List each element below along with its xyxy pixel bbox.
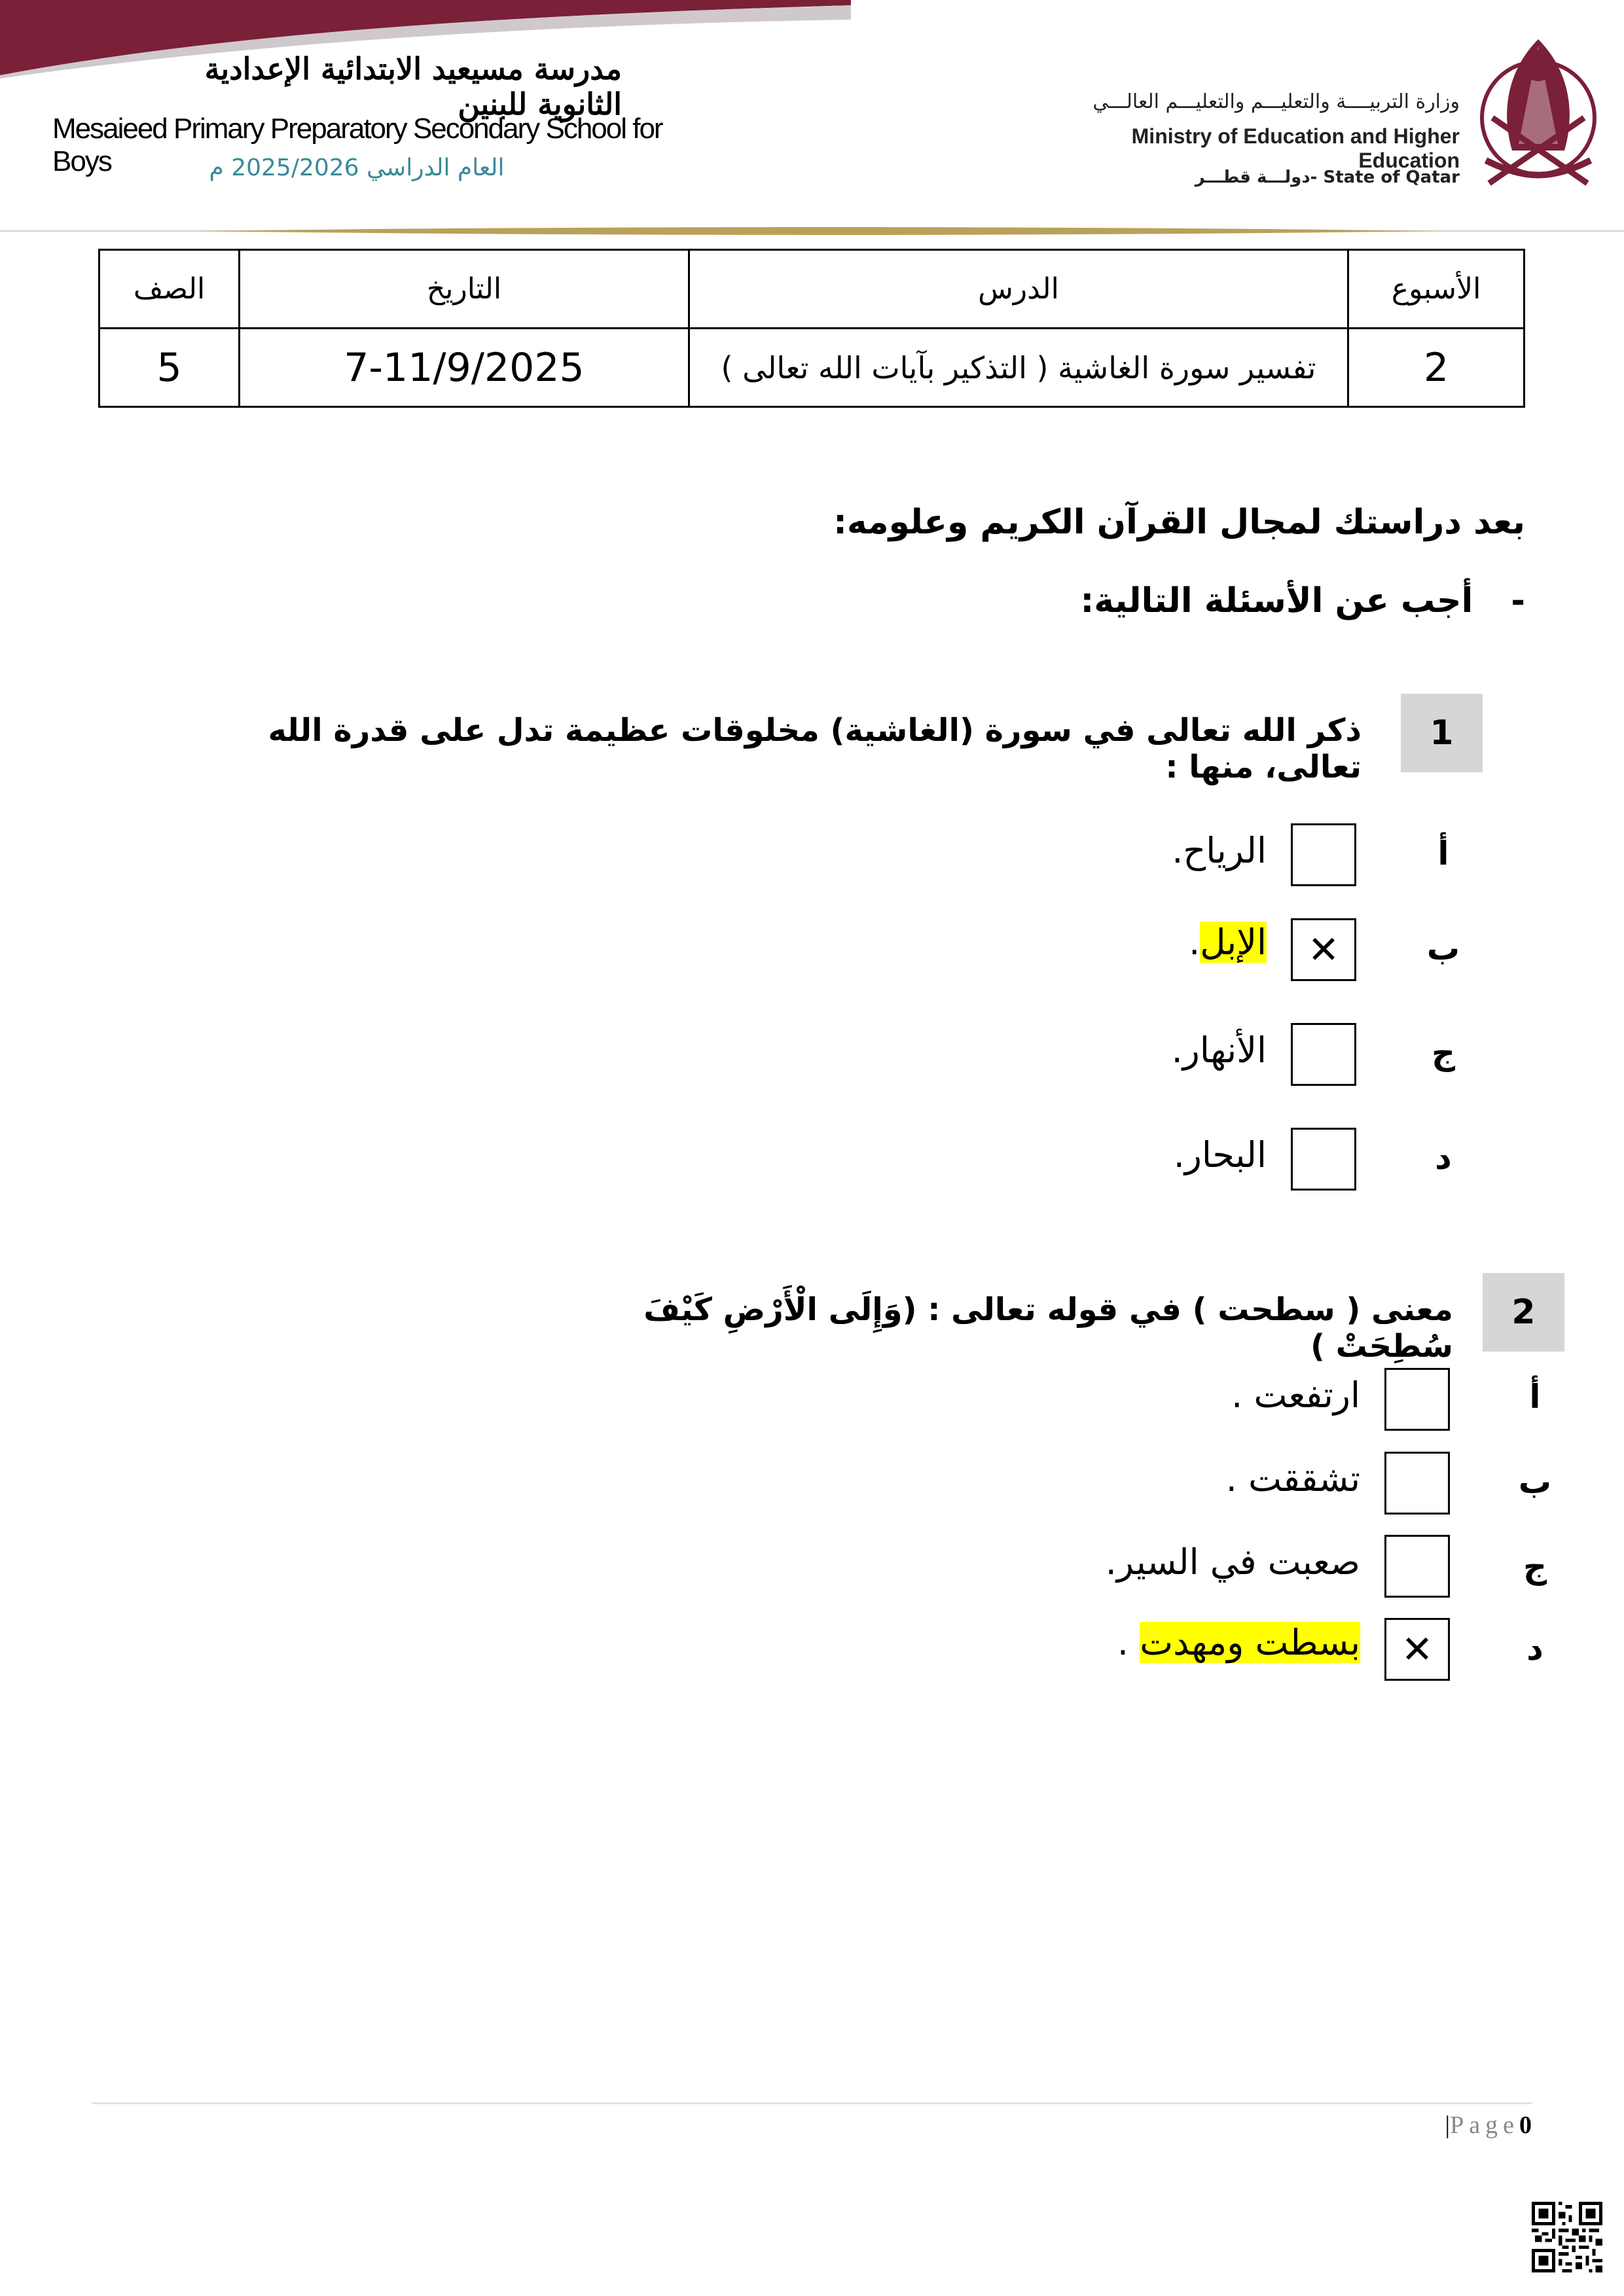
page-number-value: 0 bbox=[1519, 2111, 1532, 2139]
page-separator: | bbox=[1445, 2111, 1451, 2139]
question-1-option-letter: أ bbox=[1437, 834, 1449, 872]
qr-code-icon bbox=[1532, 2202, 1602, 2272]
question-1-option-c-text: الأنهار. bbox=[1171, 1030, 1267, 1071]
lesson-info-table bbox=[98, 249, 1525, 408]
qatar-emblem-icon bbox=[1473, 20, 1604, 196]
grade-header: الصف bbox=[99, 250, 240, 329]
lesson-value: تفسير سورة الغاشية ( التذكير بآيات الله تعالى ) bbox=[689, 329, 1348, 407]
ministry-name-arabic: وزارة التربيــــة والتعليـــم والتعليـــم العالـــي bbox=[1092, 90, 1460, 113]
question-1-option-d-checkbox[interactable] bbox=[1291, 1128, 1356, 1191]
question-2-option-c-text: صعبت في السير. bbox=[1105, 1541, 1360, 1583]
week-header: الأسبوع bbox=[1348, 250, 1525, 329]
question-2-option-d-checkbox[interactable]: ✕ bbox=[1384, 1618, 1450, 1681]
question-1-option-letter: ب bbox=[1426, 929, 1460, 967]
question-1-text: ذكر الله تعالى في سورة (الغاشية) مخلوقات عظيمة تدل على قدرة الله تعالى، منها : bbox=[268, 712, 1362, 785]
question-1-option-b-text: الإبل. bbox=[1189, 922, 1267, 963]
question-1-option-d-text: البحار. bbox=[1173, 1134, 1267, 1175]
school-name-arabic: مدرسة مسيعيد الابتدائية الإعدادية الثانوية للبنين bbox=[204, 51, 622, 122]
question-2-option-d-text: بسطت ومهدت . bbox=[1117, 1622, 1360, 1663]
highlighted-answer: بسطت ومهدت bbox=[1140, 1622, 1360, 1663]
instruction-line bbox=[655, 581, 1525, 620]
intro-line: بعد دراستك لمجال القرآن الكريم وعلومه: bbox=[833, 503, 1525, 542]
question-2-option-letter: د bbox=[1526, 1630, 1543, 1668]
question-2-option-letter: أ bbox=[1529, 1378, 1541, 1416]
question-1-option-letter: ج bbox=[1431, 1034, 1456, 1072]
state-name: دولـــة قطـــر- State of Qatar bbox=[1195, 168, 1460, 187]
question-2-text: معنى ( سطحت ) في قوله تعالى : (وَإِلَى الْأَرْضِ كَيْفَ سُطِحَتْ ) bbox=[643, 1291, 1453, 1365]
academic-year: العام الدراسي 2025/2026 م bbox=[209, 154, 505, 181]
date-header: التاريخ bbox=[240, 250, 689, 329]
question-2-option-b-text: تشققت . bbox=[1225, 1458, 1360, 1499]
grade-value: 5 bbox=[99, 329, 240, 407]
lesson-header: الدرس bbox=[689, 250, 1348, 329]
ministry-name-english: Ministry of Education and Higher Education bbox=[1131, 124, 1460, 172]
question-2-number: 2 bbox=[1483, 1273, 1564, 1352]
question-1-option-a-text: الرياح. bbox=[1172, 830, 1267, 871]
question-1-option-b-checkbox[interactable]: ✕ bbox=[1291, 918, 1356, 981]
header-gold-divider bbox=[0, 226, 1624, 236]
date-value: 7-11/9/2025 bbox=[240, 329, 689, 407]
highlighted-answer: الإبل bbox=[1200, 922, 1267, 963]
question-1-option-a-checkbox[interactable] bbox=[1291, 823, 1356, 886]
footer-divider bbox=[92, 2102, 1532, 2104]
page-word: Page bbox=[1450, 2111, 1519, 2139]
question-2-option-a-text: ارتفعت . bbox=[1231, 1374, 1360, 1416]
instruction-bullet: - bbox=[1511, 581, 1525, 620]
question-1-option-letter: د bbox=[1435, 1139, 1452, 1177]
question-2-option-c-checkbox[interactable] bbox=[1384, 1535, 1450, 1598]
question-1-option-c-checkbox[interactable] bbox=[1291, 1023, 1356, 1086]
question-2-option-letter: ب bbox=[1518, 1463, 1552, 1501]
week-value: 2 bbox=[1348, 329, 1525, 407]
page-number bbox=[1414, 2111, 1532, 2140]
instruction-text: أجب عن الأسئلة التالية: bbox=[1080, 581, 1473, 620]
question-1-number: 1 bbox=[1401, 694, 1483, 772]
question-2-option-b-checkbox[interactable] bbox=[1384, 1452, 1450, 1515]
question-2-option-a-checkbox[interactable] bbox=[1384, 1368, 1450, 1431]
question-2-option-letter: ج bbox=[1523, 1548, 1547, 1586]
school-name-english: Mesaieed Primary Preparatory Secondary School for Boys bbox=[52, 113, 662, 177]
